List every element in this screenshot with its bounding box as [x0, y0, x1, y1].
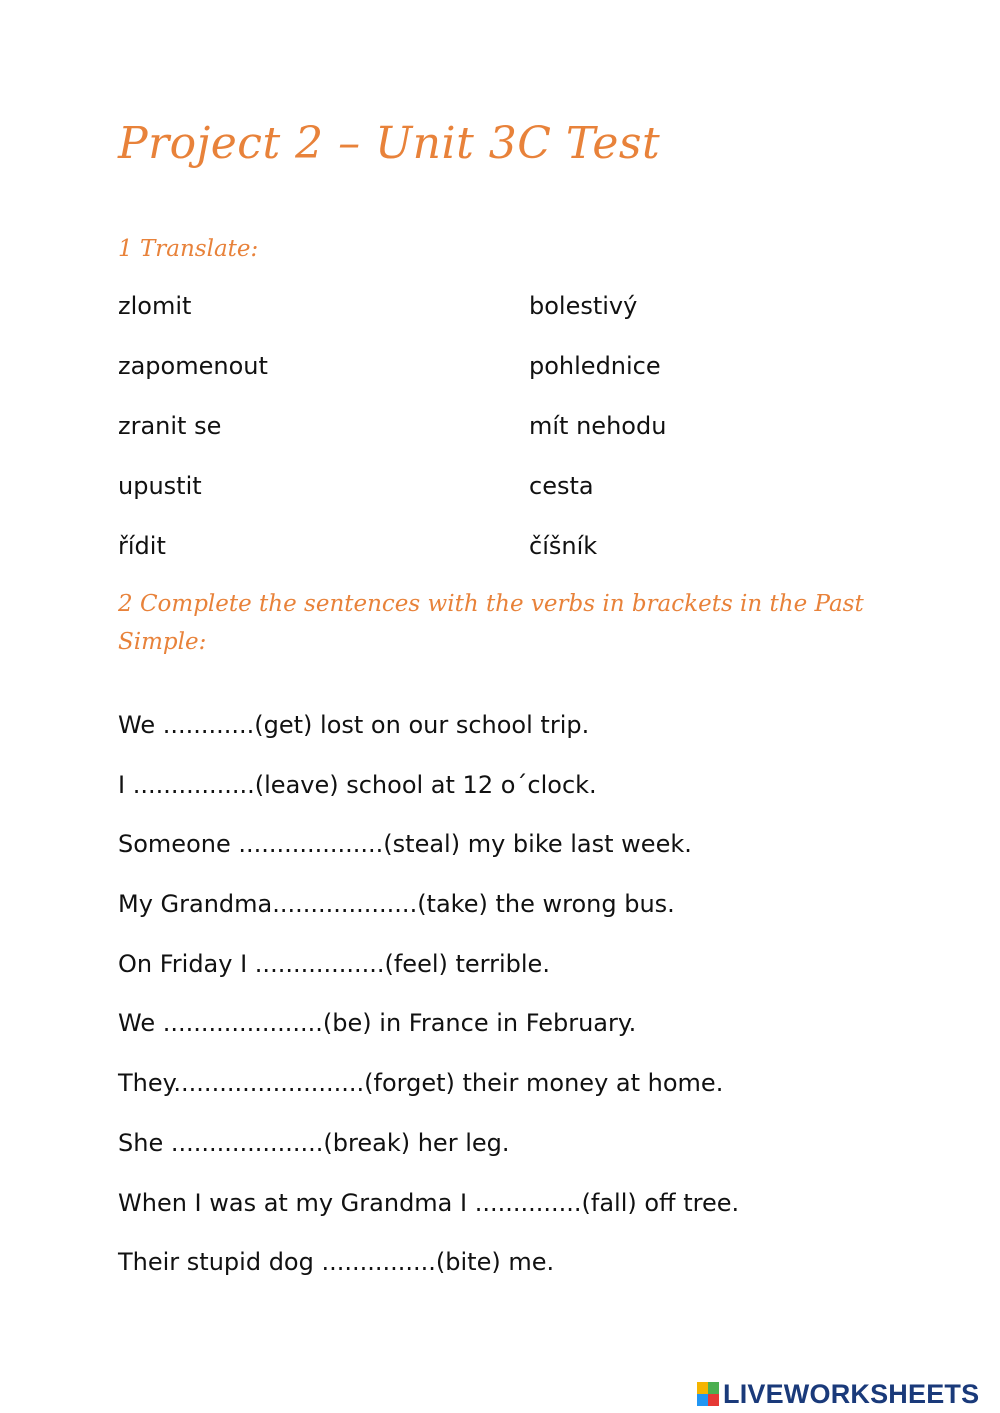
sentence-item: On Friday I .................(feel) terrible. — [118, 949, 550, 978]
vocab-word: bolestivý — [529, 292, 638, 320]
vocab-word: zapomenout — [118, 352, 268, 380]
vocab-row — [118, 406, 898, 466]
section-2-heading-line-1: 2 Complete the sentences with the verbs in brackets in the Past — [118, 591, 864, 617]
section-2-heading — [118, 585, 898, 661]
liveworksheets-logo[interactable] — [697, 1376, 979, 1412]
sentence-item: We ............(get) lost on our school trip. — [118, 711, 590, 739]
section-1-heading: 1 Translate: — [118, 236, 259, 262]
logo-square-icon — [697, 1382, 708, 1394]
vocab-word: cesta — [529, 472, 594, 500]
sentence-item: She ....................(break) her leg. — [118, 1128, 510, 1157]
sentence-item: Someone ...................(steal) my bike last week. — [118, 830, 692, 859]
sentence-item: They.........................(forget) their money at home. — [118, 1069, 724, 1098]
vocab-word: mít nehodu — [529, 412, 667, 440]
logo-square-icon — [697, 1394, 708, 1406]
vocab-word: zlomit — [118, 292, 192, 320]
vocab-word: pohlednice — [529, 352, 661, 380]
vocab-word: číšník — [529, 532, 598, 560]
sentence-list — [118, 705, 938, 1302]
translate-list — [118, 286, 898, 586]
sentence-item: We .....................(be) in France in February. — [118, 1009, 637, 1038]
vocab-row — [118, 286, 898, 346]
vocab-word: upustit — [118, 472, 202, 500]
sentence-item: Their stupid dog ...............(bite) me. — [118, 1248, 555, 1277]
vocab-row — [118, 466, 898, 526]
section-2-heading-line-2: Simple: — [118, 629, 207, 655]
sentence-item: My Grandma...................(take) the wrong bus. — [118, 890, 675, 919]
vocab-row — [118, 526, 898, 586]
liveworksheets-logo-icon — [697, 1382, 719, 1406]
vocab-row — [118, 346, 898, 406]
vocab-word: zranit se — [118, 412, 222, 440]
vocab-word: řídit — [118, 532, 166, 560]
sentence-item: When I was at my Grandma I ..............(fall) off tree. — [118, 1188, 740, 1217]
logo-square-icon — [708, 1394, 719, 1406]
liveworksheets-logo-text: LIVEWORKSHEETS — [723, 1378, 980, 1409]
logo-square-icon — [708, 1382, 719, 1394]
sentence-item: I ................(leave) school at 12 o´clock. — [118, 770, 597, 799]
page-title: Project 2 – Unit 3C Test — [118, 118, 661, 169]
